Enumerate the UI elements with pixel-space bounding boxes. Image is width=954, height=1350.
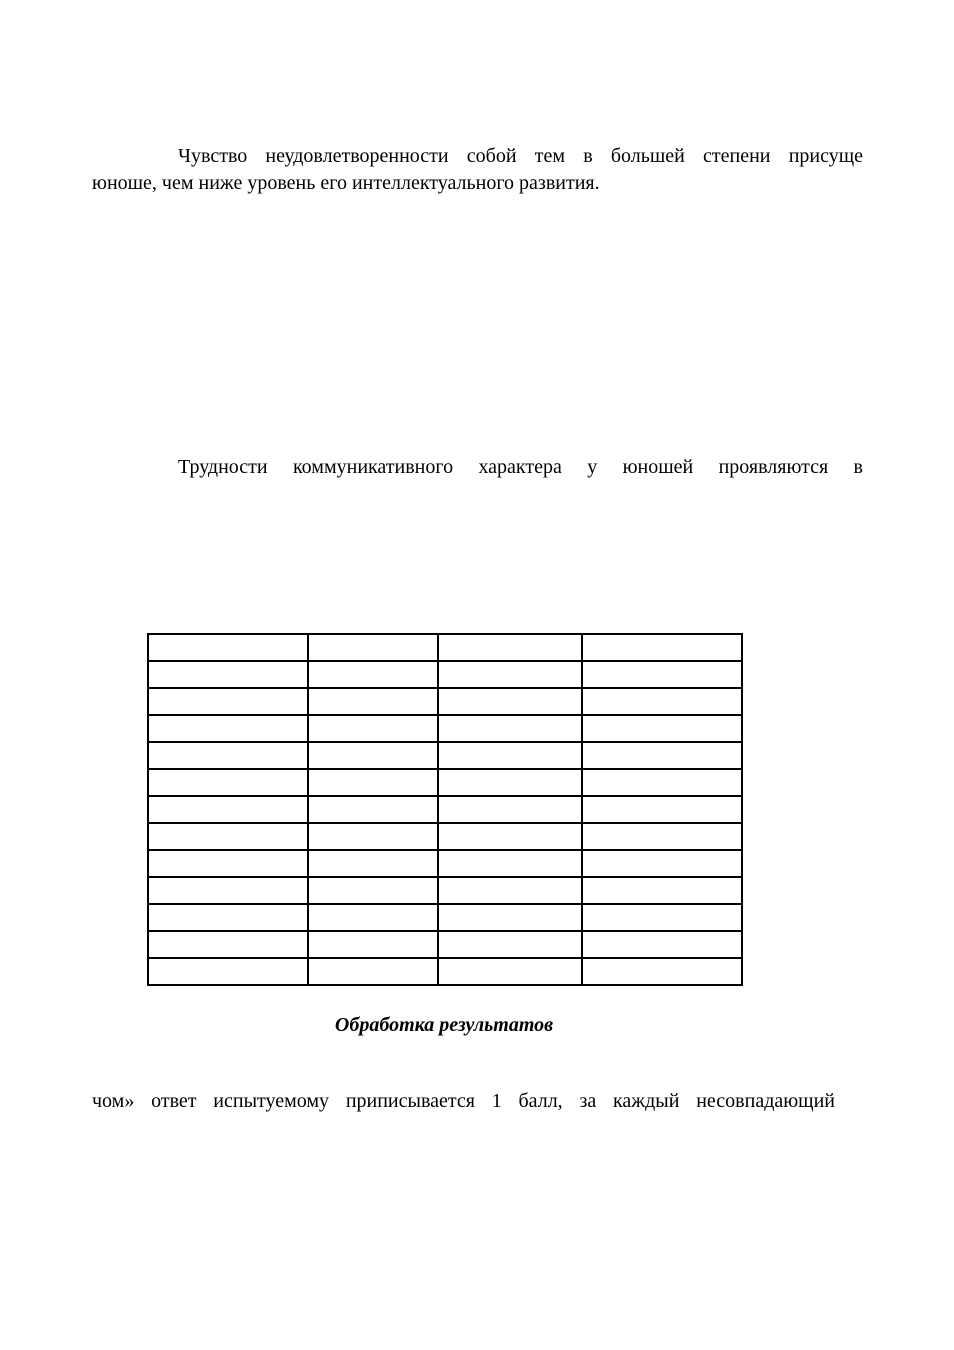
- table-cell: [308, 823, 438, 850]
- paragraph-scoring-rule: чом» ответ испытуемому приписывается 1 балл, за каждый несовпадающий: [92, 1090, 835, 1112]
- table-row: [148, 931, 742, 958]
- table-row: [148, 742, 742, 769]
- table-cell: [582, 769, 742, 796]
- table-cell: [148, 796, 308, 823]
- table-cell: [148, 742, 308, 769]
- table-cell: [148, 877, 308, 904]
- table-cell: [438, 904, 582, 931]
- table-cell: [582, 877, 742, 904]
- table-cell: [438, 661, 582, 688]
- table-row: [148, 661, 742, 688]
- table-cell: [308, 958, 438, 985]
- table-cell: [582, 904, 742, 931]
- table-row: [148, 904, 742, 931]
- table-cell: [438, 796, 582, 823]
- table-cell: [308, 796, 438, 823]
- table-cell: [582, 823, 742, 850]
- table-caption: Обработка результатов: [334, 1014, 554, 1036]
- table-cell: [148, 850, 308, 877]
- empty-results-table: [147, 633, 743, 986]
- table-row: [148, 769, 742, 796]
- table-cell: [438, 742, 582, 769]
- table-cell: [582, 796, 742, 823]
- table-cell: [582, 931, 742, 958]
- table-row: [148, 688, 742, 715]
- table-cell: [148, 931, 308, 958]
- table-cell: [148, 634, 308, 661]
- table-cell: [308, 850, 438, 877]
- table-cell: [582, 850, 742, 877]
- table-cell: [438, 823, 582, 850]
- table-row: [148, 823, 742, 850]
- table-cell: [438, 931, 582, 958]
- table-cell: [308, 742, 438, 769]
- table-cell: [438, 715, 582, 742]
- table-cell: [582, 688, 742, 715]
- table-cell: [438, 850, 582, 877]
- table-cell: [148, 715, 308, 742]
- table-row: [148, 958, 742, 985]
- table-cell: [308, 634, 438, 661]
- table-cell: [582, 661, 742, 688]
- table-row: [148, 877, 742, 904]
- table-row: [148, 850, 742, 877]
- paragraph-line: юноше, чем ниже уровень его интеллектуального развития.: [92, 172, 600, 194]
- table-body: [148, 634, 742, 985]
- paragraph-line: Чувство неудовлетворенности собой тем в большей степени присуще: [178, 145, 863, 167]
- table-cell: [438, 958, 582, 985]
- table-cell: [148, 823, 308, 850]
- paragraph-communication-difficulties: Трудности коммуникативного характера у юношей проявляются в: [178, 456, 863, 478]
- table-cell: [308, 877, 438, 904]
- table-cell: [582, 715, 742, 742]
- table-cell: [438, 877, 582, 904]
- table-cell: [308, 769, 438, 796]
- table-cell: [308, 715, 438, 742]
- table-cell: [438, 688, 582, 715]
- table-cell: [148, 904, 308, 931]
- table-cell: [438, 769, 582, 796]
- table-cell: [308, 661, 438, 688]
- table-cell: [148, 769, 308, 796]
- table-cell: [582, 742, 742, 769]
- table-cell: [148, 661, 308, 688]
- table-cell: [308, 904, 438, 931]
- table-cell: [148, 688, 308, 715]
- table-row: [148, 634, 742, 661]
- table-cell: [582, 958, 742, 985]
- table-cell: [438, 634, 582, 661]
- table-cell: [582, 634, 742, 661]
- table-row: [148, 715, 742, 742]
- table-cell: [148, 958, 308, 985]
- table-cell: [308, 931, 438, 958]
- table-row: [148, 796, 742, 823]
- paragraph-intellectual-development: [92, 143, 863, 197]
- table-cell: [308, 688, 438, 715]
